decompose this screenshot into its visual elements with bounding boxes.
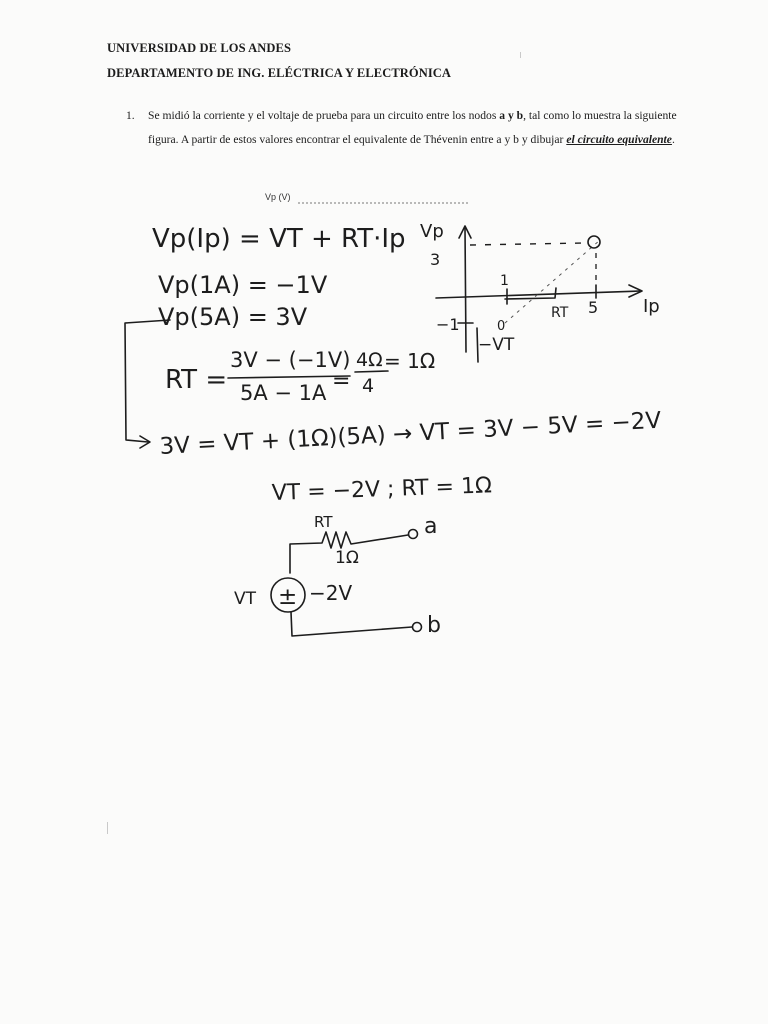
graph-x-axis — [436, 291, 640, 298]
terminal-a — [409, 530, 418, 539]
graph-tick-minus1: −1 — [436, 315, 460, 334]
voltage-source-label: VT — [234, 589, 257, 609]
graph-dashed-horizontal — [470, 243, 585, 245]
graph-y-label: Vp — [420, 221, 444, 242]
voltage-source-symbol: ± — [278, 584, 298, 610]
graph-origin-point: 0 — [497, 319, 506, 334]
circuit-bottom-wire — [291, 612, 412, 636]
problem-node-b: b — [516, 109, 524, 122]
rt-denominator: 5A − 1A — [240, 381, 327, 405]
graph-y-axis — [465, 228, 466, 352]
graph-point-5-3 — [588, 236, 600, 248]
thevenin-circuit — [234, 513, 441, 638]
graph-intercept-label: −VT — [478, 335, 515, 355]
rt-result: = 1Ω — [384, 349, 436, 373]
graph-x-label: Ip — [643, 296, 660, 317]
eq-general: Vp(Ip) = VT + RT·Ip — [152, 224, 406, 254]
graph-slope-label: RT — [551, 305, 569, 321]
terminal-b-label: b — [427, 613, 441, 638]
graph-tick-5: 5 — [588, 298, 599, 317]
terminal-b — [413, 623, 422, 632]
graph-tick-1: 1 — [500, 273, 509, 289]
rt-frac-denominator: 4 — [362, 375, 375, 397]
rt-equals: = — [332, 369, 351, 394]
summary-result: VT = −2V ; RT = 1Ω — [271, 473, 493, 506]
university-title: UNIVERSIDAD DE LOS ANDES — [107, 41, 292, 55]
rt-lhs: RT = — [165, 365, 228, 395]
graph-tick-3: 3 — [430, 250, 441, 269]
problem-period: . — [671, 133, 675, 146]
department-title: DEPARTAMENTO DE ING. ELÉCTRICA Y ELECTRÓNICA — [107, 66, 452, 80]
rt-numerator: 3V − (−1V) — [230, 348, 351, 372]
problem-text-part2: , tal como lo muestra la siguiente figura. A partir de estos valores encontrar el equivalente de Thévenin entre a y b y dibujar — [148, 109, 677, 146]
scan-artifact — [107, 822, 108, 834]
problem-node-a: a — [499, 109, 506, 122]
scan-artifact — [520, 52, 521, 58]
circuit-resistor-label: RT — [314, 513, 333, 531]
problem-text-part1: Se midió la corriente y el voltaje de prueba para un circuito entre los nodos — [148, 109, 500, 122]
problem-conj: y — [505, 109, 517, 122]
circuit-resistor-value: 1Ω — [335, 548, 359, 568]
problem-number: 1. — [126, 109, 135, 122]
terminal-a-label: a — [424, 514, 438, 539]
problem-underlined-phrase: el circuito equivalente — [566, 133, 672, 146]
vt-calculation: 3V = VT + (1Ω)(5A) → VT = 3V − 5V = −2V — [158, 407, 662, 460]
voltage-source-value: −2V — [309, 581, 353, 605]
eq-vp-1a: Vp(1A) = −1V — [158, 271, 328, 299]
eq-vp-5a: Vp(5A) = 3V — [158, 303, 308, 331]
bracket-connector — [125, 320, 170, 442]
rt-frac-numerator: 4Ω — [356, 349, 383, 371]
vi-graph — [420, 221, 660, 362]
printed-axis-label: Vp (V) — [265, 192, 291, 202]
